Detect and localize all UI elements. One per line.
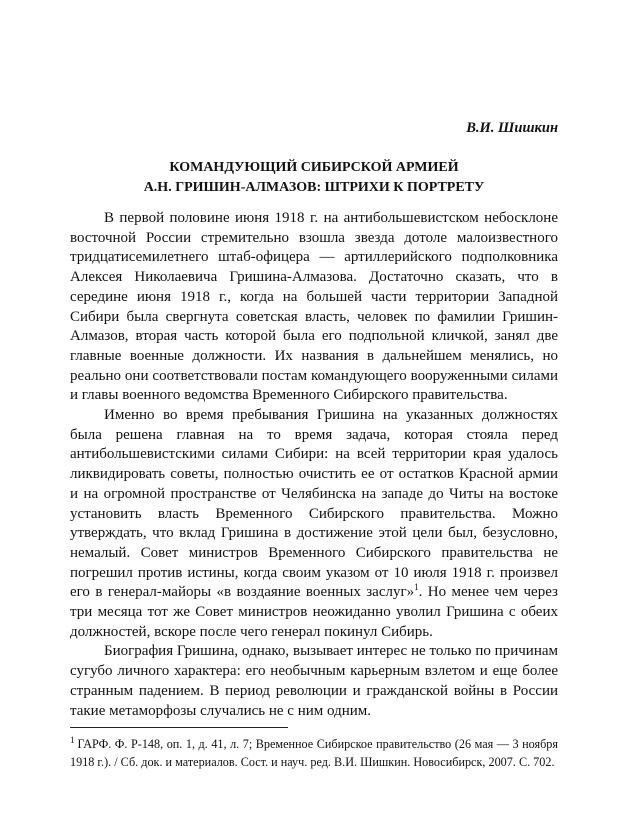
footnote-divider	[70, 727, 288, 728]
footnote-text: ГАРФ. Ф. Р-148, оп. 1, д. 41, л. 7; Временное Сибирское правительство (26 мая — 3 ноября 1918 г.). / Сб. док. и материалов. Сост. и науч. ред. В.И. Шишкин. Новосибирск, 2007. С. 702.	[70, 737, 558, 770]
footnote	[70, 735, 558, 771]
paragraph-2	[70, 406, 558, 642]
paragraph-1: В первой половине июня 1918 г. на антибольшевистском небосклоне восточной России стремительно взошла звезда дотоле малоизвестного тридцатисемилетнего штаб-офицера — артиллерийского подполковника Алексея Николаевича Гришина-Алмазова. Достаточно сказать, что в середине июня 1918 г., когда на большей части территории Западной Сибири была свергнута советская власть, человек по фамилии Гришин-Алмазов, вторая часть которой была его подпольной кличкой, занял две главные военные должности. Их названия в дальнейшем менялись, но реально они соответствовали постам командующего вооруженными силами и главы военного ведомства Временного Сибирского правительства.	[70, 210, 558, 404]
article-body	[70, 209, 558, 721]
paragraph-3: Биография Гришина, однако, вызывает интерес не только по причинам сугубо личного характера: его необычным карьерным взлетом и еще более странным падением. В период революции и гражданской войны в России такие метаморфозы случались не с ним одним.	[70, 643, 558, 719]
title-line-1: КОМАНДУЮЩИЙ СИБИРСКОЙ АРМИЕЙ	[169, 160, 459, 175]
author-name: В.И. Шишкин	[466, 120, 558, 136]
title-line-2: А.Н. ГРИШИН-АЛМАЗОВ: ШТРИХИ К ПОРТРЕТУ	[143, 180, 485, 195]
paragraph-2-tail: . Но менее чем через три месяца тот же Совет министров неожиданно уволил Гришина с обеих должностей, вскоре после чего генерал покинул Сибирь.	[70, 584, 558, 640]
footnote-ref[interactable]: 1	[414, 582, 419, 593]
paragraph-2-text: Именно во время пребывания Гришина на указанных должностях была решена главная на то время задача, которая стояла перед антибольшевистскими силами Сибири: на всей территории края удалось ликвидировать советы, полностью очистить ее от остатков Красной армии и на огромной пространстве от Челябинска на западе до Читы на востоке установить власть Временного Сибирского правительства. Можно утверждать, что вклад Гришина в достижение этой цели был, безусловно, немалый. Совет министров Временного Сибирского правительства не погрешил против истины, когда своим указом от 10 июля 1918 г. произвел его в генерал-майоры «в воздаяние военных заслуг»	[70, 407, 558, 601]
footnote-mark: 1	[70, 734, 75, 745]
